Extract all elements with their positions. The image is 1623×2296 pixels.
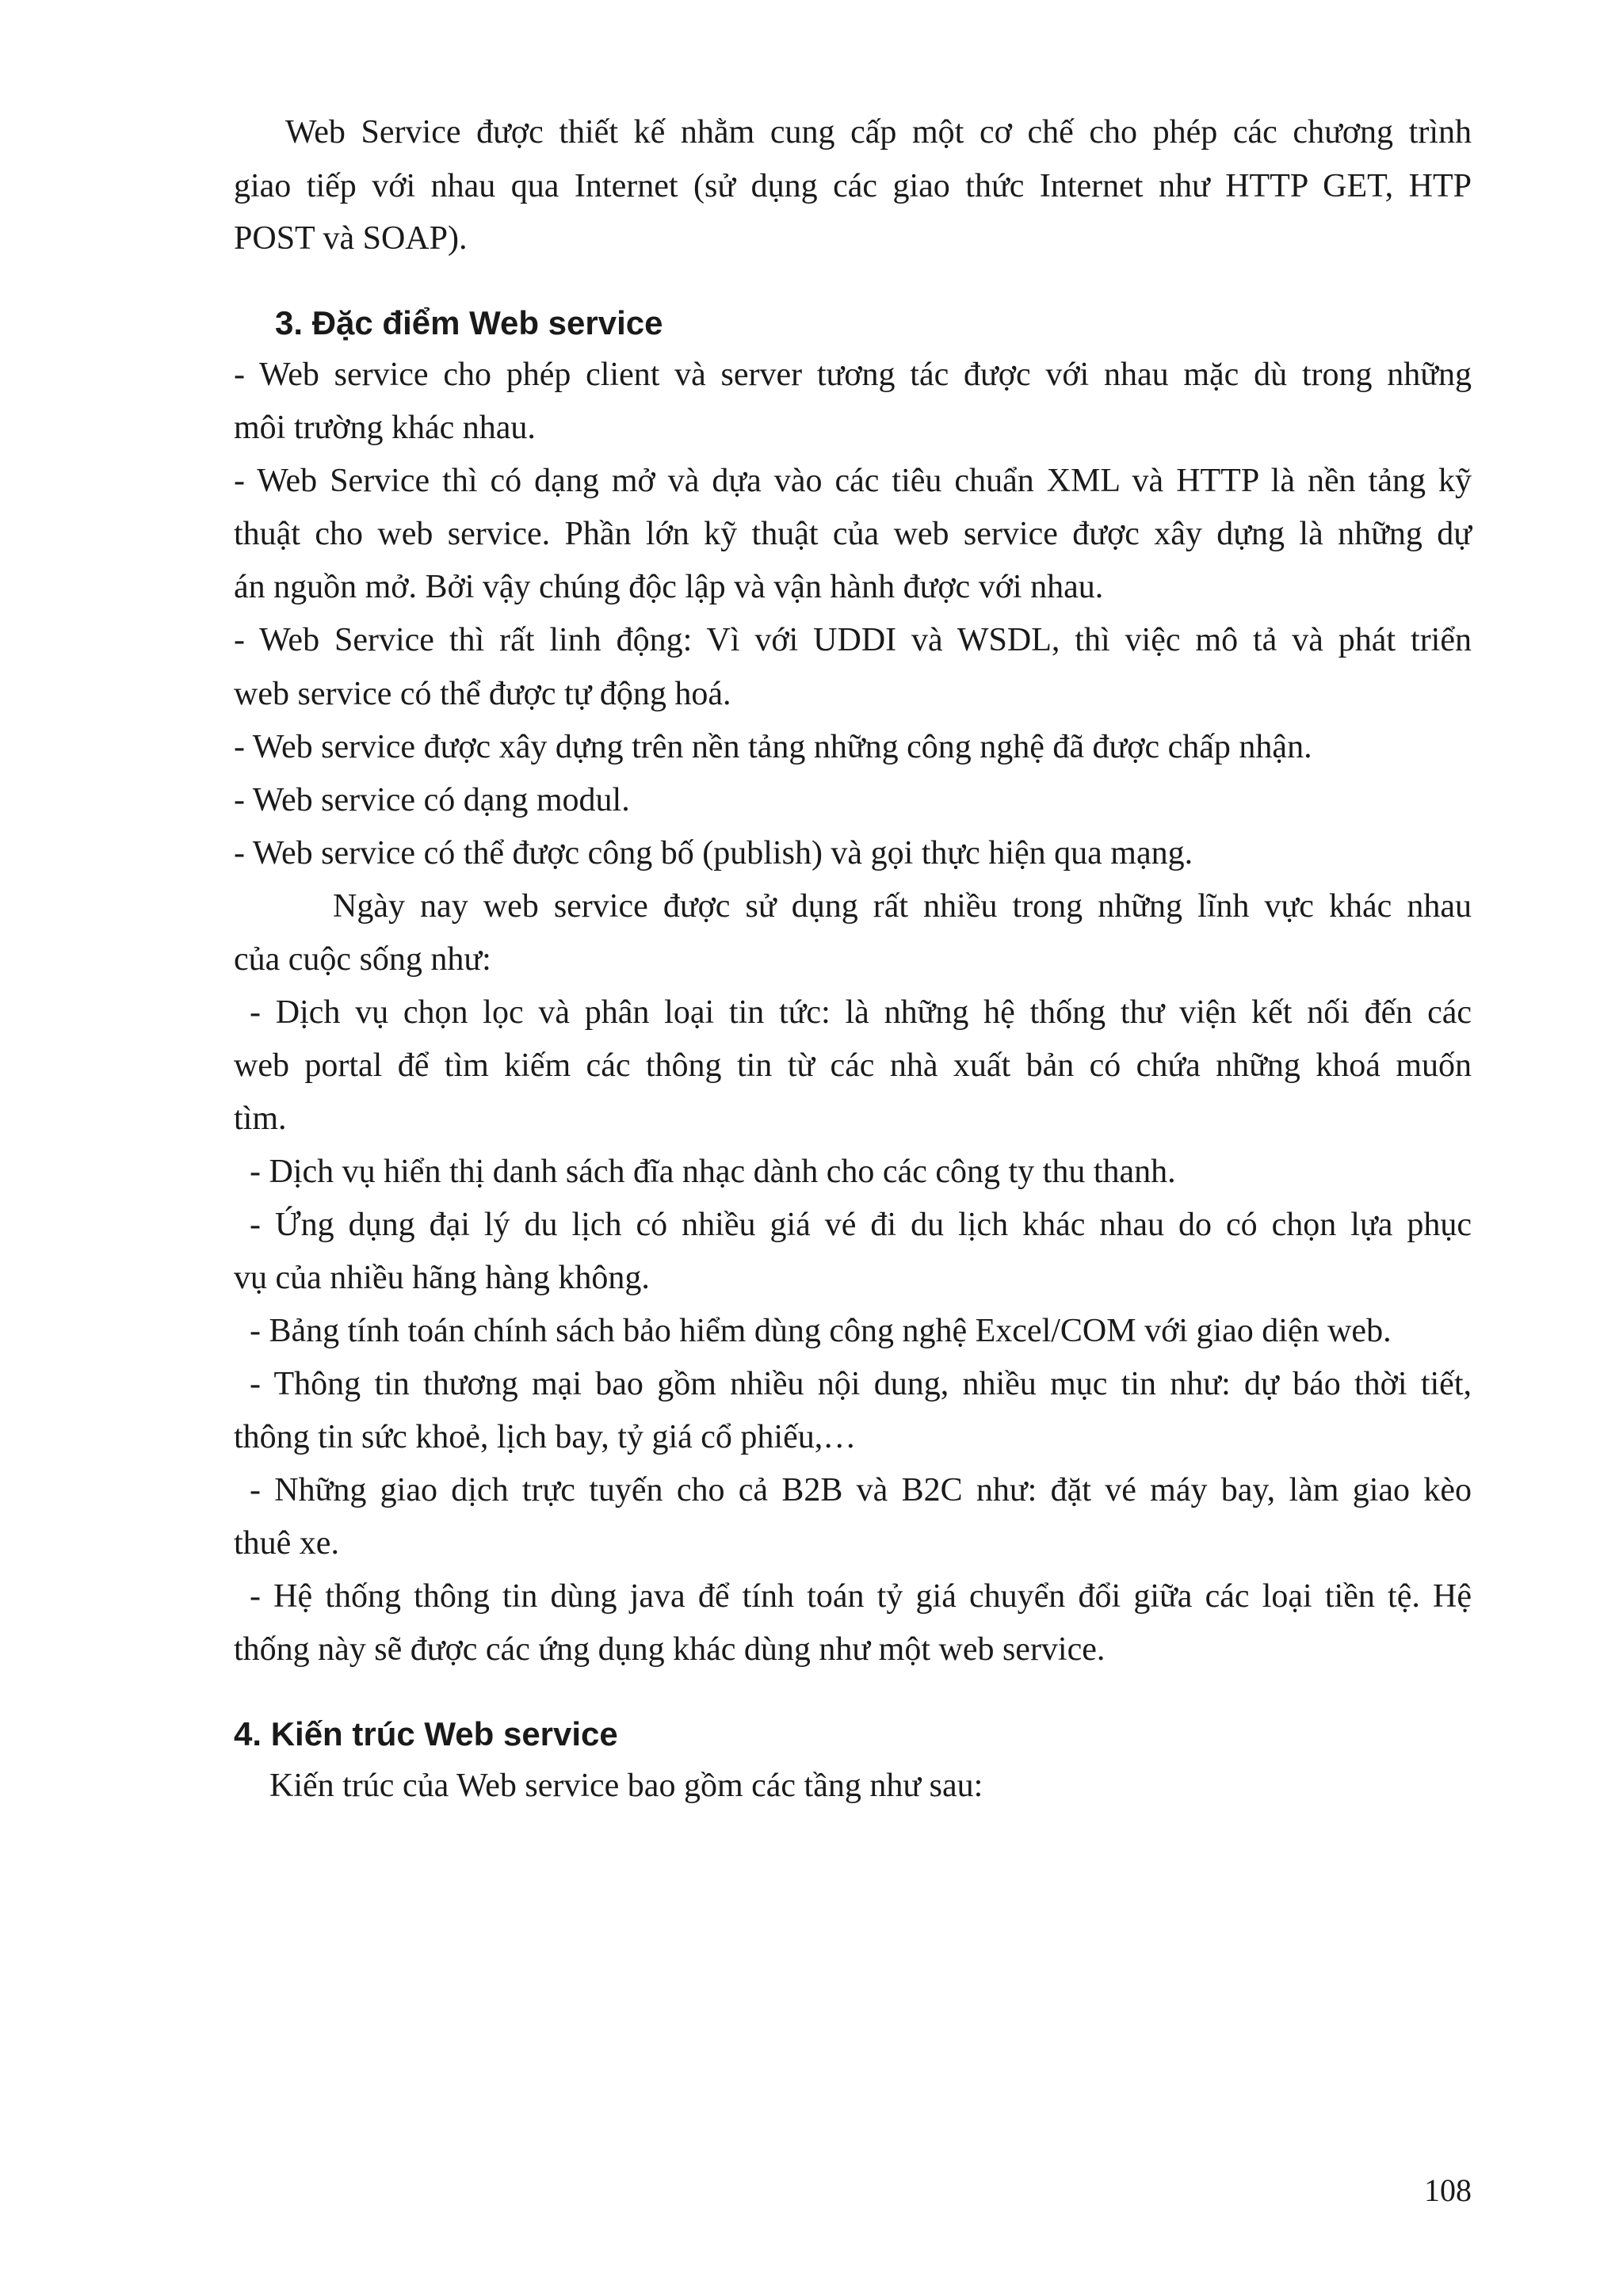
section-3-heading: 3. Đặc điểm Web service [275,304,663,341]
intro-line-2: giao tiếp với nhau qua Internet (sử dụng các giao thức Internet như HTTP GET, HTP [234,168,1472,204]
section-3-line-21: thông tin sức khoẻ, lịch bay, tỷ giá cổ phiếu,… [234,1419,857,1455]
section-3-line-2: môi trường khác nhau. [234,410,536,446]
section-3-line-22: - Những giao dịch trực tuyến cho cả B2B và B2C như: đặt vé máy bay, làm giao kèo [250,1472,1472,1508]
section-3-line-11: Ngày nay web service được sử dụng rất nhiều trong những lĩnh vực khác nhau [333,888,1472,925]
section-3-line-12: của cuộc sống như: [234,941,491,978]
section-4-heading: 4. Kiến trúc Web service [234,1715,618,1753]
intro-line-3: POST và SOAP). [234,220,468,257]
section-3-line-20: - Thông tin thương mại bao gồm nhiều nội dung, nhiều mục tin như: dự báo thời tiết, [250,1366,1472,1402]
section-3-line-24: - Hệ thống thông tin dùng java để tính toán tỷ giá chuyển đổi giữa các loại tiền tệ. Hệ [250,1578,1472,1615]
section-3-line-15: tìm. [234,1100,287,1137]
section-3-line-13: - Dịch vụ chọn lọc và phân loại tin tức: là những hệ thống thư viện kết nối đến các [250,994,1472,1031]
section-3-line-19: - Bảng tính toán chính sách bảo hiểm dùng công nghệ Excel/COM với giao diện web. [250,1313,1392,1349]
page-number: 108 [1424,2172,1472,2208]
section-3-line-5: án nguồn mở. Bởi vậy chúng độc lập và vận hành được với nhau. [234,569,1104,605]
section-3-line-8: - Web service được xây dựng trên nền tảng những công nghệ đã được chấp nhận. [234,729,1312,765]
section-3-line-16: - Dịch vụ hiển thị danh sách đĩa nhạc dành cho các công ty thu thanh. [250,1154,1176,1190]
section-3-line-17: - Ứng dụng đại lý du lịch có nhiều giá vé đi du lịch khác nhau do có chọn lựa phục [250,1207,1472,1243]
section-3-line-9: - Web service có dạng modul. [234,782,630,818]
section-3-line-7: web service có thể được tự động hoá. [234,676,731,712]
section-3-line-1: - Web service cho phép client và server tương tác được với nhau mặc dù trong những [234,357,1472,393]
section-3-line-25: thống này sẽ được các ứng dụng khác dùng như một web service. [234,1631,1106,1668]
section-3-line-23: thuê xe. [234,1525,339,1562]
section-3-line-3: - Web Service thì có dạng mở và dựa vào các tiêu chuẩn XML và HTTP là nền tảng kỹ [234,463,1472,499]
section-3-line-18: vụ của nhiều hãng hàng không. [234,1260,650,1296]
section-3-line-14: web portal để tìm kiếm các thông tin từ các nhà xuất bản có chứa những khoá muốn [234,1047,1472,1084]
section-4-intro: Kiến trúc của Web service bao gồm các tầng như sau: [269,1768,983,1804]
section-3-line-6: - Web Service thì rất linh động: Vì với UDDI và WSDL, thì việc mô tả và phát triển [234,622,1472,658]
section-3-line-4: thuật cho web service. Phần lớn kỹ thuật của web service được xây dựng là những dự [234,516,1472,552]
intro-line-1: Web Service được thiết kế nhằm cung cấp một cơ chế cho phép các chương trình [285,114,1472,151]
section-3-line-10: - Web service có thể được công bố (publish) và gọi thực hiện qua mạng. [234,835,1193,871]
